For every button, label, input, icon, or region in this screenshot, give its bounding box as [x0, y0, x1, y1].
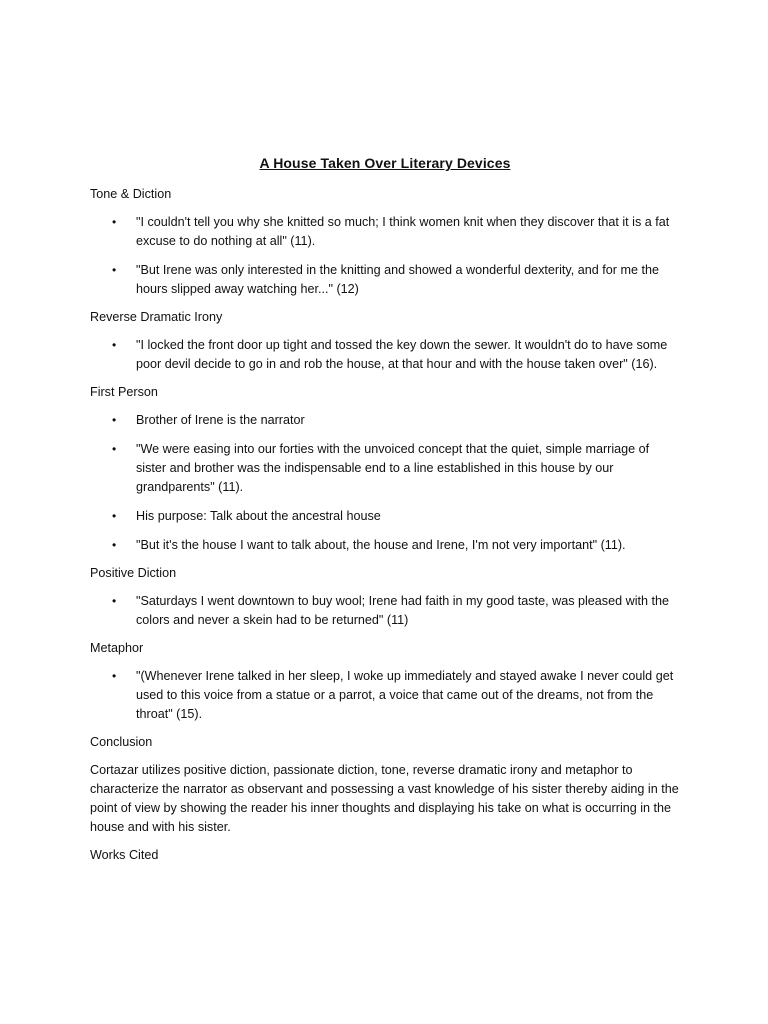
list-item-text: "Saturdays I went downtown to buy wool; Irene had faith in my good taste, was pleased with the colors and never a skein had to be returned" (11) — [136, 594, 670, 627]
list-item — [90, 536, 680, 555]
section-heading-works-cited: Works Cited — [90, 848, 159, 862]
list-item — [90, 261, 680, 299]
bullet-list-reverse-dramatic-irony — [90, 336, 680, 374]
list-item — [90, 411, 680, 430]
list-item — [90, 507, 680, 526]
section-heading-first-person: First Person — [90, 385, 158, 399]
list-item-text: "(Whenever Irene talked in her sleep, I woke up immediately and stayed awake I never could get used to this voice from a statue or a parrot, a voice that came out of the dreams, not from the throat" (15). — [136, 669, 674, 721]
section-heading-metaphor: Metaphor — [90, 641, 144, 655]
bullet-list-positive-diction — [90, 592, 680, 630]
bullet-icon: • — [112, 669, 117, 683]
document-title: A House Taken Over Literary Devices — [259, 155, 511, 171]
section-heading-tone-diction: Tone & Diction — [90, 187, 172, 201]
list-item-text: Brother of Irene is the narrator — [136, 413, 305, 427]
list-item-text: "But Irene was only interested in the knitting and showed a wonderful dexterity, and for me the hours slipped away watching her..." (12) — [136, 263, 659, 296]
list-item — [90, 592, 680, 630]
bullet-list-first-person — [90, 411, 680, 555]
list-item-text: "I couldn't tell you why she knitted so much; I think women knit when they discover that it is a fat excuse to do nothing at all" (11). — [136, 215, 670, 248]
bullet-list-metaphor — [90, 667, 680, 724]
bullet-icon: • — [112, 509, 117, 523]
list-item-text: "I locked the front door up tight and tossed the key down the sewer. It wouldn't do to have some poor devil decide to go in and rob the house, at that hour and with the house taken over" (16). — [136, 338, 668, 371]
list-item-text: His purpose: Talk about the ancestral house — [136, 509, 381, 523]
bullet-icon: • — [112, 538, 117, 552]
list-item-text: "We were easing into our forties with the unvoiced concept that the quiet, simple marriage of sister and brother was the indispensable end to a line established in this house by our grandparents" (11). — [136, 442, 650, 494]
section-heading-positive-diction: Positive Diction — [90, 566, 177, 580]
list-item — [90, 336, 680, 374]
document-page — [90, 150, 680, 874]
bullet-icon: • — [112, 413, 117, 427]
list-item-text: "But it's the house I want to talk about, the house and Irene, I'm not very important" (11). — [136, 538, 626, 552]
bullet-icon: • — [112, 215, 117, 229]
section-heading-conclusion: Conclusion — [90, 735, 153, 749]
list-item — [90, 440, 680, 497]
bullet-list-tone-diction — [90, 213, 680, 299]
bullet-icon: • — [112, 442, 117, 456]
section-heading-reverse-dramatic-irony: Reverse Dramatic Irony — [90, 310, 223, 324]
list-item — [90, 213, 680, 251]
bullet-icon: • — [112, 263, 117, 277]
bullet-icon: • — [112, 338, 117, 352]
list-item — [90, 667, 680, 724]
conclusion-paragraph: Cortazar utilizes positive diction, passionate diction, tone, reverse dramatic irony and metaphor to characterize the narrator as observant and possessing a vast knowledge of his sister thereby aiding in the point of view by showing the reader his inner thoughts and displaying his take on what is occurring in the house and with his sister. — [90, 763, 679, 834]
bullet-icon: • — [112, 594, 117, 608]
